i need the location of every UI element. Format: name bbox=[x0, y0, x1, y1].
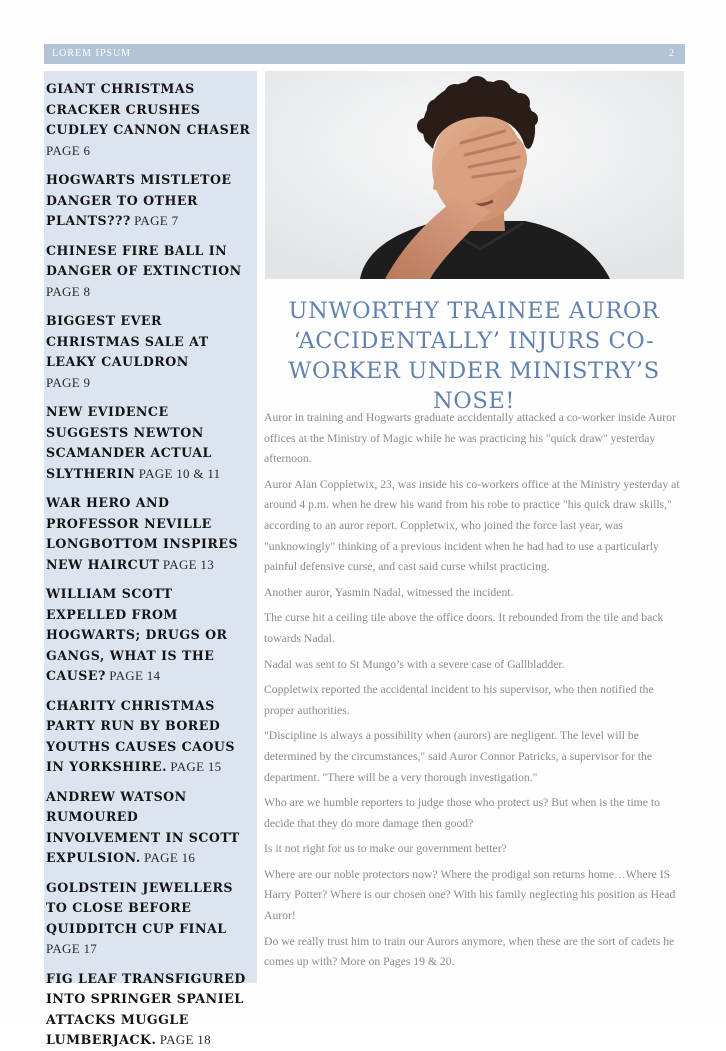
article-paragraph: Where are our noble protectors now? Where the prodigal son returns home…Where IS Harry Potter? Where is our chosen one? With his family neglecting his position as Head Auror! bbox=[264, 867, 676, 923]
article-paragraph: The curse hit a ceiling tile above the office doors. It rebounded from the tile and back towards Nadal. bbox=[264, 611, 664, 645]
contents-item[interactable] bbox=[46, 787, 251, 869]
article-paragraph: "Discipline is always a possibility when (aurors) are negligent. The level will be determined by the circumstances," said Auror Connor Patricks, a supervisor for the department. "There will be a very thorough investigation." bbox=[264, 729, 653, 784]
article-photo bbox=[265, 71, 684, 279]
article-paragraph: Do we really trust him to train our Aurors anymore, when these are the sort of cadets he comes up with? More on Pages 19 & 20. bbox=[264, 934, 675, 969]
contents-item-page: PAGE 10 & 11 bbox=[138, 465, 221, 481]
contents-item-headline: CHINESE FIRE BALL IN DANGER OF EXTINCTION bbox=[46, 242, 242, 278]
contents-item[interactable] bbox=[46, 79, 251, 161]
contents-item-page: PAGE 14 bbox=[109, 668, 161, 683]
contents-item-page: PAGE 15 bbox=[170, 759, 222, 774]
contents-sidebar bbox=[44, 71, 257, 1047]
contents-item-headline: HOGWARTS MISTLETOE DANGER TO OTHER PLANTS??? bbox=[46, 172, 232, 228]
contents-item[interactable] bbox=[46, 878, 251, 960]
contents-item-page: PAGE 8 bbox=[46, 283, 91, 299]
contents-item[interactable] bbox=[46, 311, 251, 393]
article-paragraph: Coppletwix reported the accidental incident to his supervisor, who then notified the proper authorities. bbox=[264, 683, 654, 717]
section-label: LOREM IPSUM bbox=[52, 48, 132, 59]
contents-item-headline: WILLIAM SCOTT EXPELLED FROM HOGWARTS; DRUGS OR GANGS, WHAT IS THE CAUSE? bbox=[46, 586, 228, 683]
article-paragraph: Is it not right for us to make our government better? bbox=[264, 842, 507, 856]
contents-item-headline: ANDREW WATSON RUMOURED INVOLVEMENT IN SCOTT EXPULSION. bbox=[46, 788, 240, 865]
contents-list bbox=[44, 71, 257, 1051]
article-paragraph: Nadal was sent to St Mungo’s with a severe case of Gallbladder. bbox=[264, 657, 565, 671]
contents-item-headline: WAR HERO AND PROFESSOR NEVILLE LONGBOTTOM INSPIRES NEW HAIRCUT bbox=[46, 495, 239, 572]
article-paragraph: Auror in training and Hogwarts graduate accidentally attacked a co-worker inside Auror offices at the Ministry of Magic while he was practicing his "quick draw" yesterday afternoon. bbox=[264, 411, 676, 466]
contents-item-page: PAGE 18 bbox=[159, 1032, 211, 1047]
contents-item-headline: NEW EVIDENCE SUGGESTS NEWTON SCAMANDER ACTUAL SLYTHERIN bbox=[46, 404, 212, 481]
contents-item-page: PAGE 7 bbox=[134, 213, 179, 228]
facepalm-man-image bbox=[265, 71, 684, 279]
contents-item[interactable] bbox=[46, 170, 251, 232]
contents-item[interactable] bbox=[46, 493, 251, 575]
header-bar bbox=[44, 44, 685, 64]
contents-item-headline: FIG LEAF TRANSFIGURED INTO SPRINGER SPANIEL ATTACKS MUGGLE LUMBERJACK. bbox=[46, 970, 246, 1047]
contents-item-headline: CHARITY CHRISTMAS PARTY RUN BY BORED YOUTHS CAUSES CAOUS IN YORKSHIRE. bbox=[46, 697, 235, 774]
contents-item[interactable] bbox=[46, 969, 251, 1051]
contents-item[interactable] bbox=[46, 584, 251, 687]
article-paragraph: Who are we humble reporters to judge those who protect us? But when is the time to decide that they do more damage then good? bbox=[264, 796, 660, 830]
contents-item-page: PAGE 17 bbox=[46, 941, 98, 956]
contents-item-headline: GIANT CHRISTMAS CRACKER CRUSHES CUDLEY CANNON CHASER bbox=[46, 81, 251, 137]
contents-item-page: PAGE 16 bbox=[144, 850, 196, 865]
article-body bbox=[264, 408, 684, 978]
article-paragraph: Auror Alan Coppletwix, 23, was inside his co-workers office at the Ministry yesterday at around 4 p.m. when he drew his wand from his robe to practice "his quick draw skills," according to an auror report. Coppletwix, who joined the force last year, was "unknowingly" thinking of a previous incident when he had had to use a particularly painful defensive curse, and cast said curse whilst practicing. bbox=[264, 477, 680, 574]
article-paragraph: Another auror, Yasmin Nadal, witnessed the incident. bbox=[264, 585, 514, 599]
contents-item-page: PAGE 9 bbox=[46, 374, 91, 390]
contents-item-page: PAGE 13 bbox=[162, 556, 215, 572]
contents-item-headline: GOLDSTEIN JEWELLERS TO CLOSE BEFORE QUIDDITCH CUP FINAL bbox=[46, 879, 234, 936]
contents-item[interactable] bbox=[46, 402, 251, 484]
page-number: 2 bbox=[669, 48, 675, 59]
contents-item[interactable] bbox=[46, 241, 251, 303]
contents-item-page: PAGE 6 bbox=[46, 142, 91, 158]
contents-item-headline: BIGGEST EVER CHRISTMAS SALE AT LEAKY CAULDRON bbox=[46, 313, 209, 369]
contents-item[interactable] bbox=[46, 696, 251, 778]
article-headline: UNWORTHY TRAINEE AUROR ‘ACCIDENTALLY’ INJURS CO-WORKER UNDER MINISTRY’S NOSE! bbox=[288, 298, 660, 414]
